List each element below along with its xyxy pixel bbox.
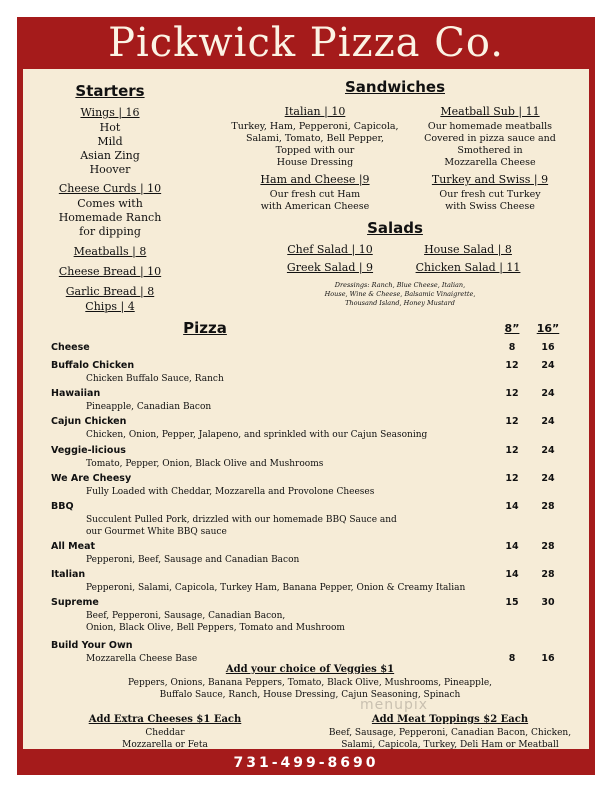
price-16: 28 xyxy=(541,501,555,512)
extra-cheese-line: Cheddar xyxy=(145,728,185,738)
price-8: 14 xyxy=(505,541,519,552)
pizza-desc: Onion, Black Olive, Bell Peppers, Tomato and Mushroom xyxy=(86,623,345,633)
pizza-name: All Meat xyxy=(51,541,96,552)
price-16: 28 xyxy=(541,541,555,552)
turkey-swiss-desc: Our fresh cut Turkey xyxy=(439,189,541,200)
pizza-name: Buffalo Chicken xyxy=(51,360,135,371)
phone-number[interactable]: 731-499-8690 xyxy=(233,755,379,771)
pizza-heading: Pizza xyxy=(183,319,227,337)
watermark: menupix xyxy=(360,697,429,713)
italian-sandwich: Italian | 10 xyxy=(284,105,346,118)
pizza-name: BBQ xyxy=(51,501,74,512)
wing-flavor: Mild xyxy=(97,135,123,148)
pizza-desc: Fully Loaded with Cheddar, Mozzarella and Provolone Cheeses xyxy=(86,487,375,497)
wings-item: Wings | 16 xyxy=(80,106,140,119)
price-16: 28 xyxy=(541,569,555,580)
pizza-name: Italian xyxy=(51,569,86,580)
pizza-desc: Beef, Pepperoni, Sausage, Canadian Bacon, xyxy=(86,611,286,621)
sandwiches-heading: Sandwiches xyxy=(344,78,445,96)
house-salad: House Salad | 8 xyxy=(424,243,512,256)
greek-salad: Greek Salad | 9 xyxy=(286,261,374,274)
garlic-bread-item: Garlic Bread | 8 xyxy=(65,285,155,298)
size-8-header: 8” xyxy=(504,322,520,335)
pizza-name: Cheese xyxy=(51,342,90,353)
chicken-salad: Chicken Salad | 11 xyxy=(415,261,521,274)
pizza-name: Cajun Chicken xyxy=(51,416,127,427)
pizza-desc: Mozzarella Cheese Base xyxy=(86,654,198,664)
pizza-name: Build Your Own xyxy=(51,640,133,651)
pizza-desc: Pineapple, Canadian Bacon xyxy=(86,402,212,412)
ham-cheese-sandwich: Ham and Cheese |9 xyxy=(260,173,370,186)
cheese-curds-desc: for dipping xyxy=(79,225,141,238)
wing-flavor: Asian Zing xyxy=(80,149,140,162)
price-8: 14 xyxy=(505,501,519,512)
italian-sandwich-desc: Topped with our xyxy=(275,145,355,156)
price-8: 15 xyxy=(505,597,519,608)
pizza-desc: Chicken Buffalo Sauce, Ranch xyxy=(86,374,224,384)
price-16: 24 xyxy=(541,360,555,371)
price-16: 16 xyxy=(541,342,555,353)
size-16-header: 16” xyxy=(536,322,560,335)
cheese-curds-item: Cheese Curds | 10 xyxy=(58,182,162,195)
veggies-heading: Add your choice of Veggies $1 xyxy=(225,664,395,675)
wing-flavor: Hot xyxy=(99,121,121,134)
price-16: 30 xyxy=(541,597,555,608)
page-title: Pickwick Pizza Co. xyxy=(108,20,504,66)
pizza-desc: Tomato, Pepper, Onion, Black Olive and Mushrooms xyxy=(86,459,324,469)
price-8: 8 xyxy=(508,653,516,664)
price-8: 12 xyxy=(505,445,519,456)
cheese-bread-item: Cheese Bread | 10 xyxy=(58,265,162,278)
salads-heading: Salads xyxy=(367,219,423,237)
meatball-sub-desc: Our homemade meatballs xyxy=(427,121,553,132)
price-8: 14 xyxy=(505,569,519,580)
turkey-swiss-desc: with Swiss Cheese xyxy=(445,201,535,212)
price-8: 12 xyxy=(505,416,519,427)
pizza-name: We Are Cheesy xyxy=(51,473,132,484)
meatballs-item: Meatballs | 8 xyxy=(73,245,147,258)
pizza-desc: Succulent Pulled Pork, drizzled with our homemade BBQ Sauce and xyxy=(86,515,397,525)
ham-cheese-desc: Our fresh cut Ham xyxy=(269,189,361,200)
ham-cheese-desc: with American Cheese xyxy=(260,201,370,212)
meatball-sub-desc: Mozzarella Cheese xyxy=(444,157,536,168)
meatball-sub-desc: Covered in pizza sauce and xyxy=(424,133,556,144)
meat-toppings-line: Salami, Capicola, Turkey, Deli Ham or Meatball xyxy=(341,740,559,750)
chef-salad: Chef Salad | 10 xyxy=(287,243,373,256)
italian-sandwich-desc: Salami, Tomato, Bell Pepper, xyxy=(245,133,385,144)
dressings-line: Thousand Island, Honey Mustard xyxy=(345,299,455,307)
cheese-curds-desc: Homemade Ranch xyxy=(58,211,162,224)
pizza-name: Supreme xyxy=(51,597,99,608)
italian-sandwich-desc: Turkey, Ham, Pepperoni, Capicola, xyxy=(231,121,399,132)
price-16: 24 xyxy=(541,388,555,399)
italian-sandwich-desc: House Dressing xyxy=(276,157,354,168)
pizza-name: Hawaiian xyxy=(51,388,101,399)
pizza-desc: Pepperoni, Salami, Capicola, Turkey Ham, Banana Pepper, Onion & Creamy Italian xyxy=(86,583,466,593)
pizza-desc: Pepperoni, Beef, Sausage and Canadian Bacon xyxy=(86,555,300,565)
pizza-name: Veggie-licious xyxy=(51,445,126,456)
price-8: 12 xyxy=(505,360,519,371)
price-16: 24 xyxy=(541,445,555,456)
turkey-swiss-sandwich: Turkey and Swiss | 9 xyxy=(431,173,549,186)
price-16: 24 xyxy=(541,416,555,427)
pizza-desc: Chicken, Onion, Pepper, Jalapeno, and sprinkled with our Cajun Seasoning xyxy=(86,430,428,440)
meat-toppings-line: Beef, Sausage, Pepperoni, Canadian Bacon, Chicken, xyxy=(328,728,572,738)
cheese-curds-desc: Comes with xyxy=(77,197,143,210)
price-8: 12 xyxy=(505,473,519,484)
price-16: 16 xyxy=(541,653,555,664)
starters-heading: Starters xyxy=(75,82,145,100)
price-16: 24 xyxy=(541,473,555,484)
extra-cheese-line: Mozzarella or Feta xyxy=(122,740,208,750)
dressings-line: House, Wine & Cheese, Balsamic Vinaigrette, xyxy=(324,290,476,298)
dressings-line: Dressings: Ranch, Blue Cheese, Italian, xyxy=(334,281,466,289)
chips-item: Chips | 4 xyxy=(85,300,135,313)
extra-cheese-heading: Add Extra Cheeses $1 Each xyxy=(88,714,242,725)
pizza-desc: our Gourmet White BBQ sauce xyxy=(86,527,227,537)
meatball-sub: Meatball Sub | 11 xyxy=(440,105,540,118)
veggies-line: Peppers, Onions, Banana Peppers, Tomato, Black Olive, Mushrooms, Pineapple, xyxy=(127,678,493,688)
wing-flavor: Hoover xyxy=(89,163,131,176)
veggies-line: Buffalo Sauce, Ranch, House Dressing, Cajun Seasoning, Spinach xyxy=(159,690,461,700)
price-8: 12 xyxy=(505,388,519,399)
meat-toppings-heading: Add Meat Toppings $2 Each xyxy=(371,714,529,725)
price-8: 8 xyxy=(508,342,516,353)
meatball-sub-desc: Smothered in xyxy=(457,145,523,156)
